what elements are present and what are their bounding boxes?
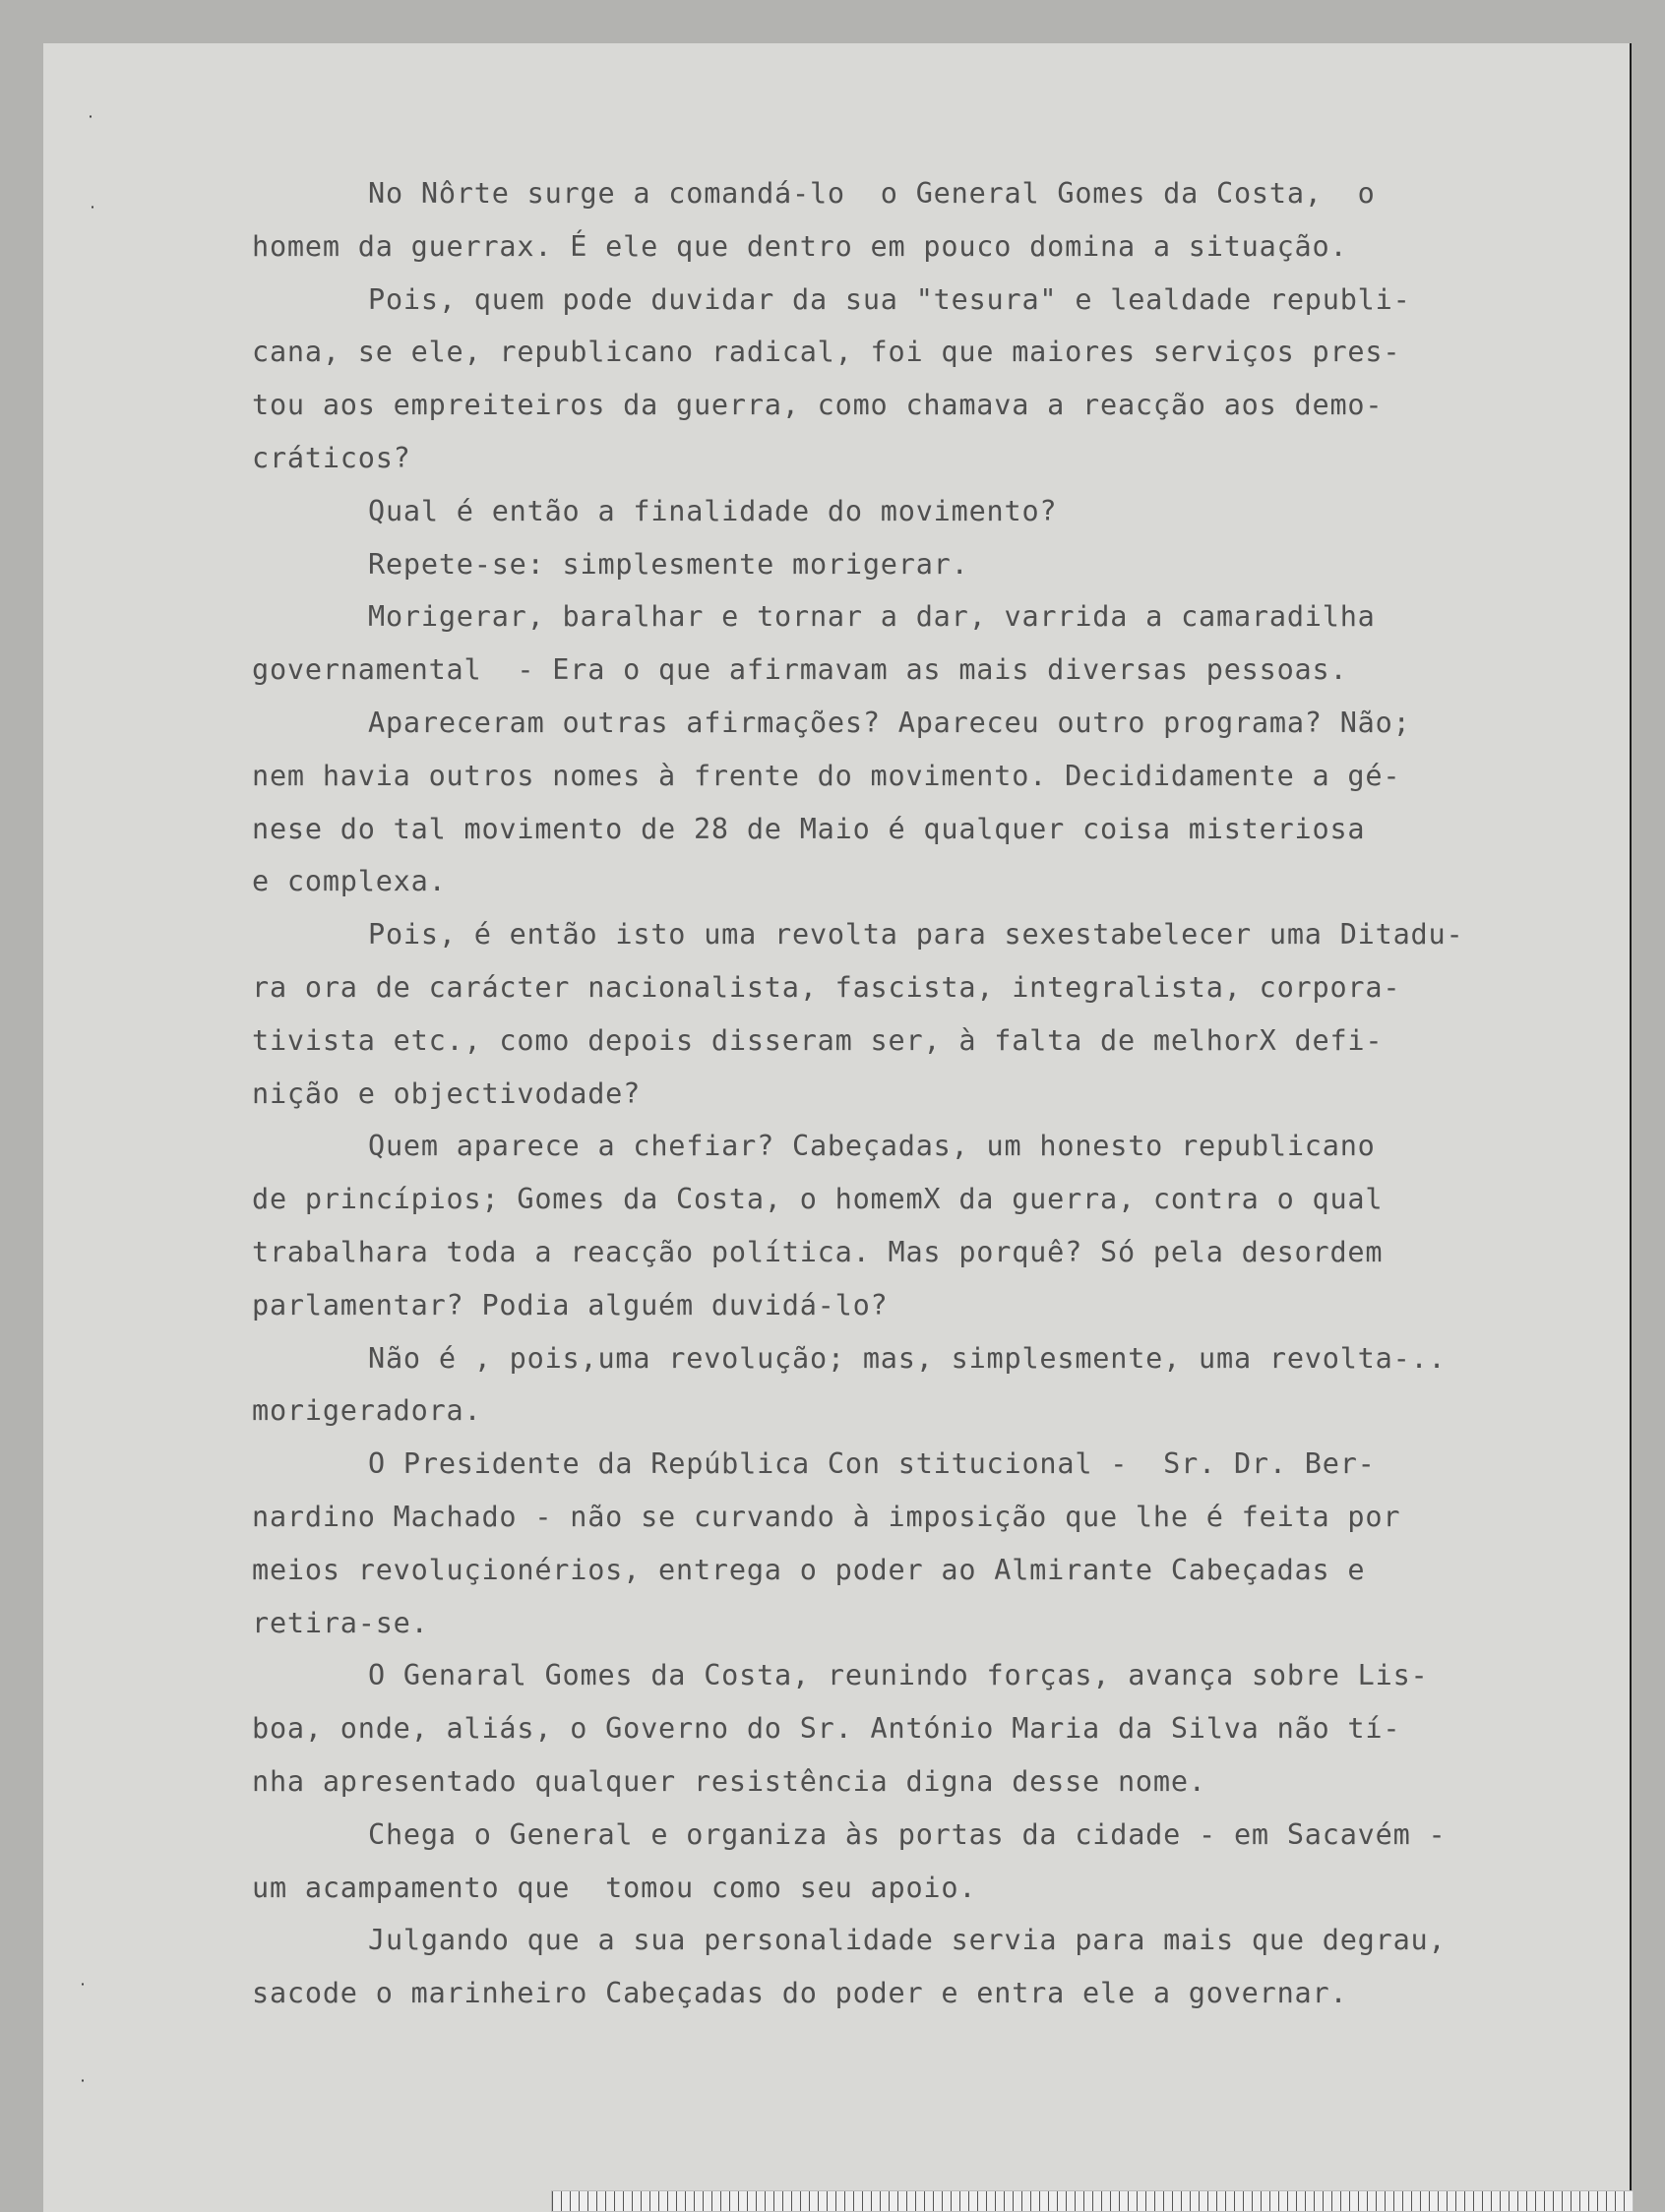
text-line: Qual é então a finalidade do movimento? [368, 494, 1058, 527]
text-line: O Genaral Gomes da Costa, reunindo forças, avança sobre Lis- [368, 1659, 1429, 1692]
text-line: boa, onde, aliás, o Governo do Sr. António Maria da Silva não tí- [252, 1712, 1401, 1746]
scale-ruler [551, 2190, 1634, 2212]
text-line: Chega o General e organiza às portas da cidade - em Sacavém - [368, 1817, 1447, 1851]
text-line: nem havia outros nomes à frente do movimento. Decididamente a gé- [252, 759, 1401, 792]
text-line: de princípios; Gomes da Costa, o homemX da guerra, contra o qual [252, 1183, 1384, 1216]
margin-mark: ˙ [85, 112, 97, 136]
text-line: nha apresentado qualquer resistência digna desse nome. [252, 1764, 1206, 1798]
text-line: trabalhara toda a reacção política. Mas porquê? Só pela desordem [252, 1235, 1384, 1268]
text-line: Morigerar, baralhar e tornar a dar, varrida a camaradilha [368, 600, 1376, 634]
text-line: Quem aparece a chefiar? Cabeçadas, um honesto republicano [368, 1130, 1376, 1163]
margin-mark: ˙ [87, 203, 99, 226]
text-line: Não é , pois,uma revolução; mas, simplesmente, uma revolta-.. [368, 1341, 1447, 1375]
text-line: homem da guerrax. É ele que dentro em pouco domina a situação. [252, 229, 1348, 263]
typed-text-body [252, 167, 1531, 2020]
text-line: cráticos? [252, 441, 411, 474]
margin-mark: ˙ [77, 1980, 90, 2003]
text-line: cana, se ele, republicano radical, foi que maiores serviços pres- [252, 336, 1401, 369]
text-line: nição e objectivodade? [252, 1076, 642, 1110]
text-line: O Presidente da República Con stitucional - Sr. Dr. Ber- [368, 1447, 1376, 1481]
text-line: Pois, quem pode duvidar da sua "tesura" e lealdade republi- [368, 282, 1411, 316]
text-line: sacode o marinheiro Cabeçadas do poder e entra ele a governar. [252, 1977, 1348, 2010]
text-line: um acampamento que tomou como seu apoio. [252, 1871, 977, 1904]
text-line: No Nôrte surge a comandá-lo o General Gomes da Costa, o [368, 177, 1376, 210]
text-line: nese do tal movimento de 28 de Maio é qualquer coisa misteriosa [252, 812, 1366, 845]
text-line: Pois, é então isto uma revolta para sexestabelecer uma Ditadu- [368, 918, 1464, 952]
text-line: tou aos empreiteiros da guerra, como chamava a reacção aos demo- [252, 389, 1384, 422]
text-line: retira-se. [252, 1606, 429, 1639]
text-line: Repete-se: simplesmente morigerar. [368, 547, 969, 581]
text-line: meios revoluçionérios, entrega o poder ao Almirante Cabeçadas e [252, 1553, 1366, 1586]
text-line: ra ora de carácter nacionalista, fascista, integralista, corpora- [252, 970, 1401, 1004]
text-line: Julgando que a sua personalidade servia para mais que degrau, [368, 1924, 1447, 1957]
text-line: parlamentar? Podia alguém duvidá-lo? [252, 1288, 889, 1321]
text-line: morigeradora. [252, 1394, 482, 1428]
text-line: nardino Machado - não se curvando à imposição que lhe é feita por [252, 1500, 1401, 1533]
text-line: Apareceram outras afirmações? Apareceu outro programa? Não; [368, 706, 1411, 739]
text-line: e complexa. [252, 865, 447, 898]
text-line: tivista etc., como depois disseram ser, à falta de melhorX defi- [252, 1023, 1384, 1057]
margin-mark: ˙ [77, 2076, 90, 2100]
text-line: governamental - Era o que afirmavam as mais diversas pessoas. [252, 653, 1348, 687]
